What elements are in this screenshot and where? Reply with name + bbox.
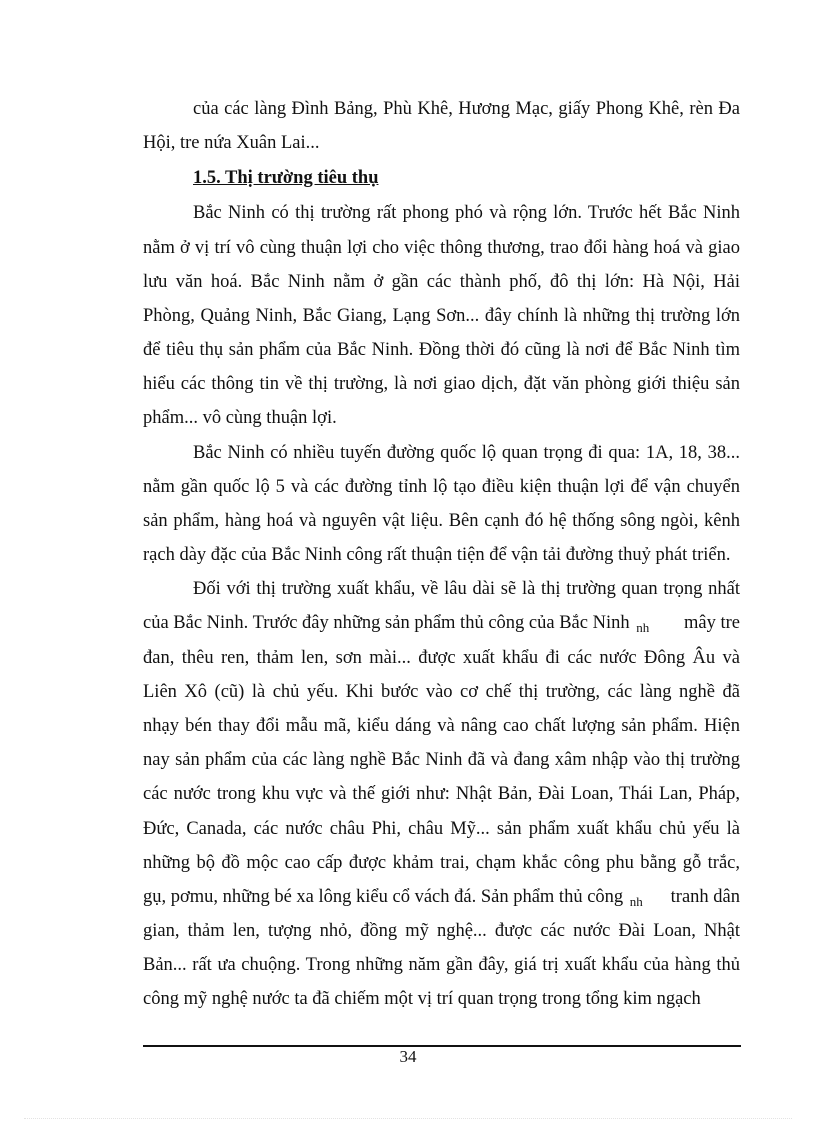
- text-line: những bộ đồ mộc cao cấp được khảm trai, chạm khắc công phu bằng gỗ trắc,: [143, 853, 740, 873]
- page-edge-divider: [24, 1118, 792, 1119]
- text-line: Liên Xô (cũ) là chủ yếu. Khi bước vào cơ chế thị trường, các làng nghề đã: [143, 682, 740, 702]
- text-segment: gụ, pơmu, những bé xa lông kiểu cổ vách đá. Sản phẩm thủ công: [143, 887, 624, 907]
- text-line: đan, thêu ren, thảm len, sơn mài... được xuất khẩu đi các nước Đông Âu và: [143, 648, 740, 668]
- text-line: nằm ở vị trí vô cùng thuận lợi cho việc thông thương, trao đổi hàng hoá và giao: [143, 238, 740, 258]
- text-line: rạch dày đặc của Bắc Ninh công rất thuận tiện để vận tải đường thuỷ phát triển.: [143, 545, 731, 565]
- text-line: công mỹ nghệ nước ta đã chiếm một vị trí quan trọng trong tổng kim ngạch: [143, 989, 701, 1009]
- text-line: của các làng Đình Bảng, Phù Khê, Hương Mạc, giấy Phong Khê, rèn Đa: [193, 99, 740, 119]
- text-segment: mây tre: [684, 613, 740, 633]
- text-line: Bản... rất ưa chuộng. Trong những năm gần đây, giá trị xuất khẩu của hàng thủ: [143, 955, 740, 975]
- text-line: phẩm... vô cùng thuận lợi.: [143, 408, 337, 428]
- text-line: [143, 885, 740, 910]
- text-line: để tiêu thụ sản phẩm của Bắc Ninh. Đồng thời đó cũng là nơi để Bắc Ninh tìm: [143, 340, 740, 360]
- text-segment: của Bắc Ninh. Trước đây những sản phẩm thủ công của Bắc Ninh: [143, 613, 630, 633]
- page-number: 34: [399, 1047, 417, 1066]
- text-line: Bắc Ninh có thị trường rất phong phó và rộng lớn. Trước hết Bắc Ninh: [193, 203, 740, 223]
- text-line: các nước trong khu vực và thế giới như: Nhật Bản, Đài Loan, Thái Lan, Pháp,: [143, 784, 740, 804]
- text-line: Đối với thị trường xuất khẩu, về lâu dài sẽ là thị trường quan trọng nhất: [193, 579, 740, 599]
- text-line: Phòng, Quảng Ninh, Bắc Giang, Lạng Sơn... đây chính là những thị trường lớn: [143, 306, 740, 326]
- section-heading: 1.5. Thị trường tiêu thụ: [193, 168, 379, 188]
- text-line: [143, 611, 740, 636]
- text-line: Bắc Ninh có nhiều tuyến đường quốc lộ quan trọng đi qua: 1A, 18, 38...: [193, 443, 740, 463]
- text-segment: tranh dân: [670, 887, 740, 907]
- text-line: gian, thảm len, tượng nhỏ, đồng mỹ nghệ... được các nước Đài Loan, Nhật: [143, 921, 740, 941]
- text-line: nằm gần quốc lộ 5 và các đường tỉnh lộ tạo điều kiện thuận lợi để vận chuyển: [143, 477, 740, 497]
- text-line: sản phẩm, hàng hoá và nguyên vật liệu. Bên cạnh đó hệ thống sông ngòi, kênh: [143, 511, 740, 531]
- text-line: Hội, tre nứa Xuân Lai...: [143, 133, 320, 153]
- text-line: nhạy bén thay đổi mẫu mã, kiểu dáng và nâng cao chất lượng sản phẩm. Hiện: [143, 716, 740, 736]
- text-line: Đức, Canada, các nước châu Phi, châu Mỹ... sản phẩm xuất khẩu chủ yếu là: [143, 819, 740, 839]
- text-line: lưu văn hoá. Bắc Ninh nằm ở gần các thành phố, đô thị lớn: Hà Nội, Hải: [143, 272, 740, 292]
- subscript-text: nh: [636, 620, 650, 635]
- text-line: hiểu các thông tin về thị trường, là nơi giao dịch, đặt văn phòng giới thiệu sản: [143, 374, 740, 394]
- text-line: nay sản phẩm của các làng nghề Bắc Ninh đã và đang xâm nhập vào thị trường: [143, 750, 740, 770]
- subscript-text: nh: [629, 894, 643, 909]
